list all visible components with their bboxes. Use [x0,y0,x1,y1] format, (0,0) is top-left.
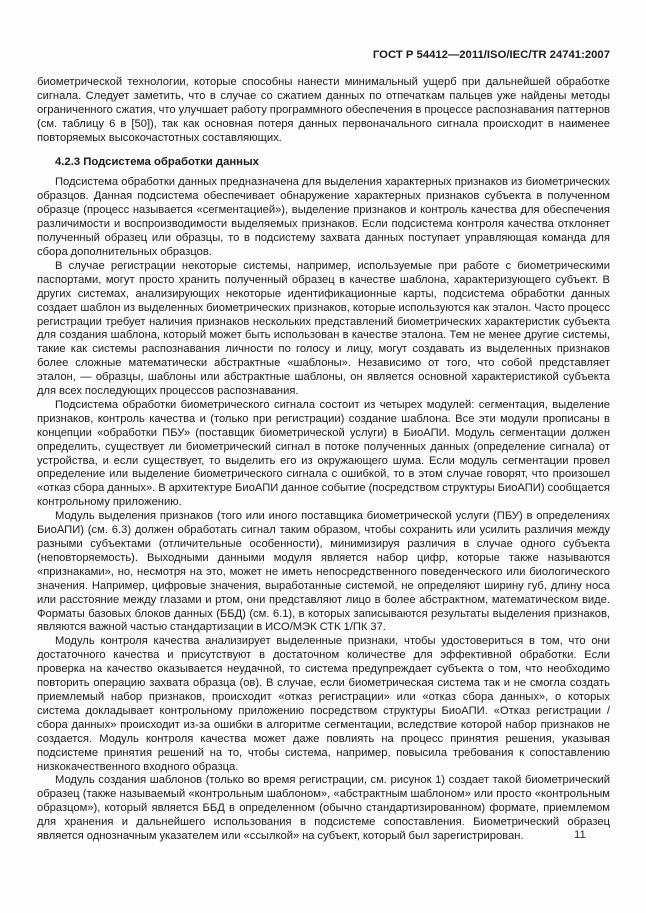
standard-number: ГОСТ Р 54412—2011/ISO/IEC/TR 24741:2007 [372,49,610,61]
paragraph: Модуль выделения признаков (того или иного поставщика биометрической услуги (ПБУ) в определениях БиоАПИ) (см. 6.3) должен обработать сигнал таким образом, чтобы сохранить или усилить различия между разными субъектами (отличительные особенности), минимизируя различия в случае одного субъекта (неповторяемость). Выходными данными модуля является набор цифр, которые также называются «признаками», но, несмотря на это, может не иметь непосредственного поведенческого или биологического значения. Например, цифровые значения, выработанные системой, не определяют ширину губ, длину носа или расстояние между глазами и ртом, они представляют лицо в более абстрактном, математическом виде. Форматы базовых блоков данных (ББД) (см. 6.1), в которых записываются результаты выделения признаков, являются важной частью стандартизации в ИСО/МЭК СТК 1/ПК 37. [37,510,610,634]
running-header [37,49,610,62]
page-body [37,76,610,844]
section-heading: 4.2.3 Подсистема обработки данных [55,155,259,168]
paragraph: Модуль контроля качества анализирует выделенные признаки, чтобы удостовериться в том, что они достаточного качества и присутствуют в достаточном количестве для эффективной обработки. Если проверка на качество оказывается неудачной, то система предупреждает субъекта о том, что необходимо повторить операцию захвата образца (ов). В случае, если биометрическая система так и не смогла создать приемлемый набор признаков, происходит «отказ регистрации» или «отказ сбора данных», о которых система докладывает контрольному приложению посредством структуры БиоАПИ. «Отказ регистрации / сбора данных» происходит из-за ошибки в алгоритме сегментации, вследствие которой набор признаков не создается. Модуль контроля качества может даже повлиять на процесс принятия решения, указывая подсистеме принятия решений на то, чтобы система, например, повысила требования к сопоставлению низкокачественного входного образца. [37,635,610,773]
paragraph: Подсистема обработки биометрического сигнала состоит из четырех модулей: сегментация, выделение признаков, контроль качества и (только при регистрации) создание шаблона. Все эти модули прописаны в концепции «обработки ПБУ» (поставщик биометрической услуги) в БиоАПИ. Модуль сегментации должен определить, существует ли биометрический сигнал в потоке полученных данных (определение сигнала) от устройства, и если существует, то выделить его из окружающего шума. Если модуль сегментации провел определение или выделение биометрического сигнала с ошибкой, то в этом случае говорят, что произошел «отказ сбора данных». В архитектуре БиоАПИ данное событие (посредством структуры БиоАПИ) сообщается контрольному приложению. [37,398,610,509]
paragraph: Модуль создания шаблонов (только во время регистрации, см. рисунок 1) создает такой биометрический образец (также называемый «контрольным шаблоном», «абстрактным шаблоном» или просто «контрольным образцом»), который является ББД в определенном (обычно стандартизированном) формате, приемлемом для хранения и дальнейшего использования в подсистеме сопоставления. Биометрический образец является однозначным указателем или «ссылкой» на субъект, который был зарегистрирован. [37,774,610,843]
paragraph: В случае регистрации некоторые системы, например, используемые при работе с биометрическими паспортами, могут просто хранить полученный образец в качестве шаблона, характеризующего субъект. В других системах, анализирующих некоторые идентификационные карты, подсистема обработки данных создает шаблон из выделенных биометрических признаков, которые используются как эталон. Часто процесс регистрации требует наличия признаков нескольких представлений биометрических характеристик субъекта для создания шаблона, который может быть использован в качестве эталона. Тем не менее другие системы, такие как системы распознавания личности по голосу и лицу, могут создавать из выделенных признаков более сложные математически абстрактные «шаблоны». Независимо от того, что собой представляет эталон, — образцы, шаблоны или абстрактные шаблоны, он является основной характеристикой субъекта для всех последующих процессов распознавания. [37,259,610,398]
paragraph: Подсистема обработки данных предназначена для выделения характерных признаков из биометрических образцов. Данная подсистема обеспечивает обнаружение характерных признаков субъекта в полученном образце (процесс называется «сегментацией»), выделение признаков и контроль качества для обеспечения различимости и воспроизводимости выделяемых признаков. Если подсистема контроля качества отклоняет полученный образец или образцы, то в подсистему захвата данных поступает управляющая команда для сбора дополнительных образцов. [37,176,610,258]
paragraph-continuation: биометрической технологии, которые способны нанести минимальный ущерб при дальнейшей обработке сигнала. Следует заметить, что в случае со сжатием данных по отпечаткам пальцев уже найдены методы ограниченного сжатия, что улучшает работу программного обеспечения в процессе распознавания паттернов (см. таблицу 6 в [50]), так как основная потеря данных первоначального сигнала происходит в наименее повторяемых высокочастотных составляющих. [37,76,610,144]
page-number: 11 [574,829,586,841]
